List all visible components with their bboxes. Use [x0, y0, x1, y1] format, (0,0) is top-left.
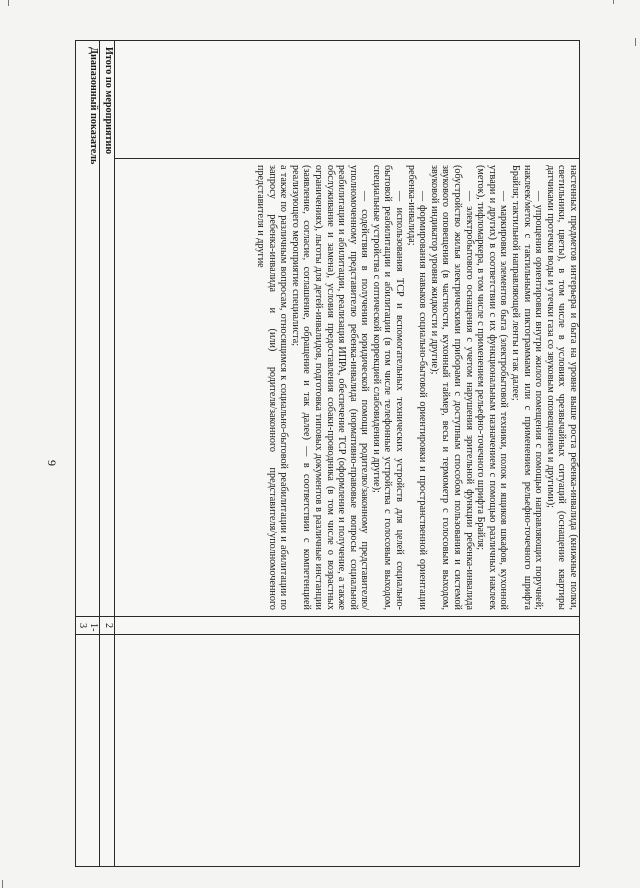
- content-paragraph: — маркировки элементов быта (электробытовой техники, полок и ящиков шкафов, кухонной утвари и других) в соответствии с их функциональным назначением с помощью различных наклеек (меток), тифломаркера, в том числе с применением рельефно-точечного шрифта Брайля;: [475, 165, 510, 610]
- content-paragraph: а также по различным вопросам, относящимся к социально-бытовой реабилитации и абилитации по запросу ребенка-инвалида и (или) родителя/законного представителя/уполномоченного представителя и другие: [254, 165, 290, 610]
- total-label: Итого по мероприятию: [100, 41, 114, 617]
- page-number: 9: [45, 460, 59, 466]
- table-cell-content: [114, 159, 579, 617]
- table-row: [114, 41, 579, 867]
- rotated-table-container: [75, 40, 580, 866]
- measures-table: [75, 40, 580, 867]
- table-cell-empty: [114, 41, 579, 159]
- range-label: Диапазонный показатель: [76, 41, 100, 617]
- scan-tick-mark: [2, 880, 3, 888]
- table-cell-empty: [114, 617, 579, 635]
- table-cell-empty: [76, 635, 100, 867]
- scan-tick-mark: [613, 0, 614, 4]
- content-paragraph: настенных предметов интерьера и быта на уровне выше роста ребенка-инвалида (книжные полки, светильники, цветы), в том числе в условиях чрезвычайных ситуаций (оснащение квартиры датчиками протечки воды и утечки газа со звуковым оповещением и другими);: [544, 165, 579, 610]
- range-value: 1-3: [76, 617, 100, 635]
- content-paragraph: — содействия в получении юридической помощи родителю/законному представителю/уполномоченному представителю ребенка-инвалида (нормативно-правовые вопросы социальной реабилитации и абилитации, реализация ИПРА, обеспечение ТСР (оформление и получение, а также обслуживание и замена), условия предоставления собаки-проводника (в том числе о возрастных ограничениях), льготы для детей-инвалидов, подготовка типовых документов в различные инстанции (заявление, согласие, соглашение, обращение и так далее) — в соответствии с компетенцией реализующего мероприятие специалиста;: [289, 165, 371, 610]
- table-cell-empty: [100, 635, 114, 867]
- table-cell-empty: [114, 635, 579, 867]
- content-paragraph: — упрощения ориентировки внутри жилого помещения с помощью направляющих поручней; наклеек/меток с тактильными пиктограммами или с применением рельефно-точечного шрифта Брайля; тактильной направляющей ленты и так далее;: [510, 165, 545, 610]
- scan-tick-mark: [635, 38, 636, 46]
- content-paragraph: — использования ТСР и вспомогательных технических устройств для целей социально-бытовой реабилитации и абилитации (в том числе телефонные устройства с голосовым выходом, специальные устройства с оптической коррекцией слабовидения и другие);: [370, 165, 406, 610]
- table-row-total: [100, 41, 114, 867]
- total-value: 2: [100, 617, 114, 635]
- table-row-range: [76, 41, 100, 867]
- scan-tick-mark: [8, 0, 9, 6]
- content-paragraph: — формирования навыков социально-бытовой ориентировки и пространственной ориентации ребенка-инвалида;: [405, 165, 429, 610]
- content-paragraph: — электробытового оснащения с учетом нарушения зрительной функции ребенка-инвалида (обустройство жилья электрическими приборами с доступным способом пользования и системой звукового оповещения (в частности, кухонный таймер, весы и термометр с голосовым выходом, звуковой индикатор уровня жидкости и другие);: [428, 165, 475, 610]
